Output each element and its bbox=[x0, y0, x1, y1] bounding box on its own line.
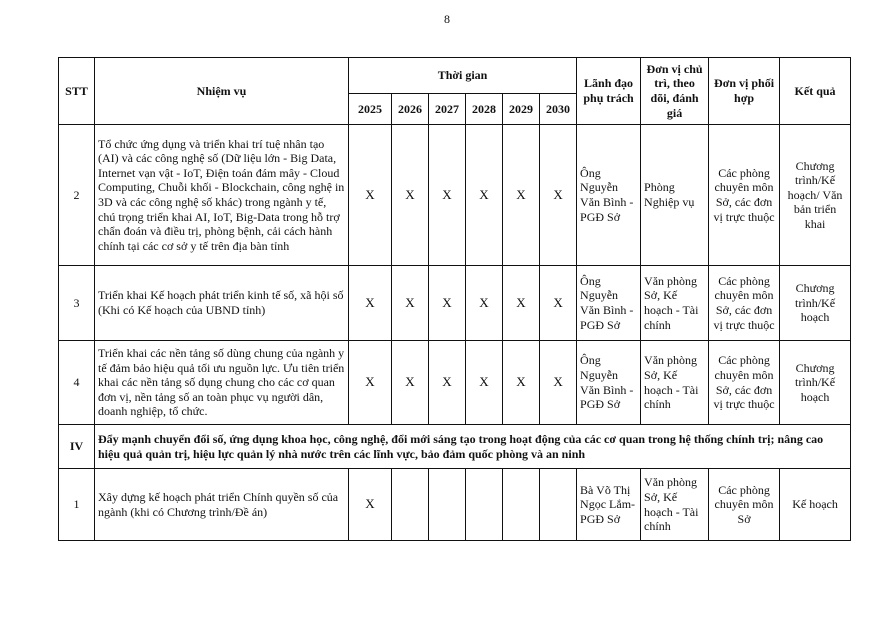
row-lead-unit: Văn phòng Sở, Kế hoạch - Tài chính bbox=[641, 469, 709, 541]
row-mark-2030 bbox=[540, 469, 577, 541]
row-mark-2025: X bbox=[349, 125, 392, 266]
row-stt: 1 bbox=[59, 469, 95, 541]
row-lead-unit: Văn phòng Sở, Kế hoạch - Tài chính bbox=[641, 266, 709, 341]
row-mark-2029 bbox=[503, 469, 540, 541]
table-row bbox=[59, 469, 851, 541]
header-time: Thời gian bbox=[349, 58, 577, 94]
row-coop-unit: Các phòng chuyên môn Sở, các đơn vị trực thuộc bbox=[709, 125, 780, 266]
header-stt: STT bbox=[59, 58, 95, 125]
row-mark-2028 bbox=[466, 469, 503, 541]
row-coop-unit: Các phòng chuyên môn Sở, các đơn vị trực thuộc bbox=[709, 266, 780, 341]
row-stt: 2 bbox=[59, 125, 95, 266]
row-mark-2027 bbox=[429, 469, 466, 541]
header-task: Nhiệm vụ bbox=[95, 58, 349, 125]
section-row bbox=[59, 425, 851, 469]
row-mark-2030: X bbox=[540, 341, 577, 425]
row-task: Triển khai Kế hoạch phát triển kinh tế số, xã hội số (Khi có Kế hoạch của UBND tỉnh) bbox=[95, 266, 349, 341]
header-year-2025: 2025 bbox=[349, 94, 392, 125]
row-task: Xây dựng kế hoạch phát triển Chính quyền số của ngành (khi có Chương trình/Đề án) bbox=[95, 469, 349, 541]
header-year-2030: 2030 bbox=[540, 94, 577, 125]
row-leader: Ông Nguyễn Văn Bình - PGĐ Sở bbox=[577, 125, 641, 266]
header-year-2028: 2028 bbox=[466, 94, 503, 125]
section-stt: IV bbox=[59, 425, 95, 469]
row-result: Chương trình/Kế hoạch/ Văn bản triển khai bbox=[780, 125, 851, 266]
row-lead-unit: Phòng Nghiệp vụ bbox=[641, 125, 709, 266]
header-result: Kết quả bbox=[780, 58, 851, 125]
table-row bbox=[59, 125, 851, 266]
table-row bbox=[59, 341, 851, 425]
row-leader: Ông Nguyễn Văn Bình - PGĐ Sở bbox=[577, 266, 641, 341]
row-result: Kế hoạch bbox=[780, 469, 851, 541]
row-mark-2026: X bbox=[392, 341, 429, 425]
row-mark-2030: X bbox=[540, 266, 577, 341]
row-stt: 3 bbox=[59, 266, 95, 341]
row-mark-2025: X bbox=[349, 469, 392, 541]
row-task: Tổ chức ứng dụng và triển khai trí tuệ nhân tạo (AI) và các công nghệ số (Dữ liệu lớn - Big Data, Internet vạn vật - IoT, Điện toán đám mây - Cloud Computing, Chuỗi khối - Blockchain, công nghệ in 3D và các công nghệ số khác) trong ngành y tế, chú trọng triển khai AI, IoT, Big-Data trong hỗ trợ chẩn đoán và điều trị, phòng bệnh, cải cách hành chính tại các cơ sở y tế trên địa bàn tỉnh bbox=[95, 125, 349, 266]
row-leader: Ông Nguyễn Văn Bình - PGĐ Sở bbox=[577, 341, 641, 425]
row-mark-2028: X bbox=[466, 125, 503, 266]
row-mark-2029: X bbox=[503, 125, 540, 266]
header-year-2029: 2029 bbox=[503, 94, 540, 125]
row-mark-2026 bbox=[392, 469, 429, 541]
row-mark-2025: X bbox=[349, 266, 392, 341]
row-mark-2025: X bbox=[349, 341, 392, 425]
row-mark-2027: X bbox=[429, 341, 466, 425]
section-title: Đẩy mạnh chuyển đổi số, ứng dụng khoa học, công nghệ, đổi mới sáng tạo trong hoạt động của các cơ quan trong hệ thống chính trị; nâng cao hiệu quả quản trị, hiệu lực quản lý nhà nước trên các lĩnh vực, bảo đảm quốc phòng và an ninh bbox=[95, 425, 851, 469]
table-row bbox=[59, 266, 851, 341]
row-mark-2026: X bbox=[392, 266, 429, 341]
row-mark-2026: X bbox=[392, 125, 429, 266]
row-task: Triển khai các nền tảng số dùng chung của ngành y tế đảm bảo hiệu quả tối ưu nguồn lực. Ưu tiên triển khai các nền tảng số dụng chung cho các cơ quan đơn vị, nền tảng số an toàn phục vụ người dân, doanh nghiệp, tổ chức. bbox=[95, 341, 349, 425]
header-lead-unit: Đơn vị chủ trì, theo dõi, đánh giá bbox=[641, 58, 709, 125]
header-year-2026: 2026 bbox=[392, 94, 429, 125]
row-mark-2027: X bbox=[429, 266, 466, 341]
row-mark-2029: X bbox=[503, 266, 540, 341]
task-plan-table bbox=[58, 57, 851, 541]
header-year-2027: 2027 bbox=[429, 94, 466, 125]
row-result: Chương trình/Kế hoạch bbox=[780, 341, 851, 425]
row-coop-unit: Các phòng chuyên môn Sở, các đơn vị trực thuộc bbox=[709, 341, 780, 425]
row-lead-unit: Văn phòng Sở, Kế hoạch - Tài chính bbox=[641, 341, 709, 425]
page-number: 8 bbox=[444, 12, 450, 26]
header-row bbox=[59, 58, 851, 94]
row-mark-2027: X bbox=[429, 125, 466, 266]
row-leader: Bà Võ Thị Ngọc Lắm- PGĐ Sở bbox=[577, 469, 641, 541]
row-coop-unit: Các phòng chuyên môn Sở bbox=[709, 469, 780, 541]
header-coop-unit: Đơn vị phối hợp bbox=[709, 58, 780, 125]
row-mark-2030: X bbox=[540, 125, 577, 266]
row-mark-2028: X bbox=[466, 341, 503, 425]
row-mark-2029: X bbox=[503, 341, 540, 425]
row-mark-2028: X bbox=[466, 266, 503, 341]
row-stt: 4 bbox=[59, 341, 95, 425]
header-leader: Lãnh đạo phụ trách bbox=[577, 58, 641, 125]
row-result: Chương trình/Kế hoạch bbox=[780, 266, 851, 341]
